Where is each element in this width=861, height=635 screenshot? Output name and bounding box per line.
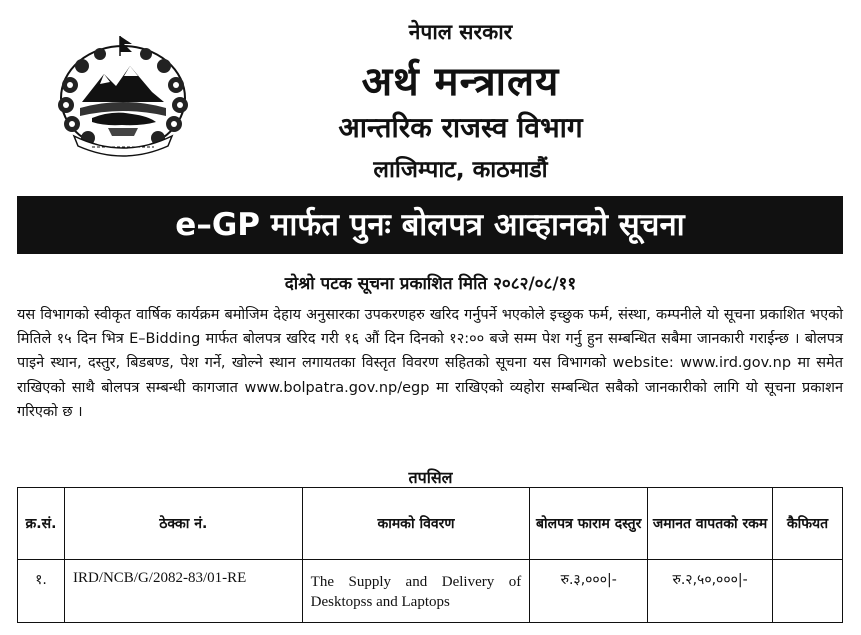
department-name: आन्तरिक राजस्व विभाग (338, 111, 583, 144)
header-bid-security: जमानत वापतको रकम (648, 488, 773, 560)
table-row (18, 560, 843, 623)
header-contract-no: ठेक्का नं. (64, 488, 302, 560)
notice-title-banner: e–GP मार्फत पुनः बोलपत्र आव्हानको सूचना (17, 196, 843, 254)
cell-form-fee: रु.३,०००|- (530, 560, 648, 623)
publication-date: दोश्रो पटक सूचना प्रकाशित मिति २०८२/०८/११ (284, 274, 577, 294)
ministry-name: अर्थ मन्त्रालय (361, 59, 560, 105)
office-location: लाजिम्पाट, काठमाडौं (373, 157, 548, 183)
cell-description: The Supply and Delivery of Desktopss and Laptops (302, 560, 530, 623)
cell-contract-no: IRD/NCB/G/2082-83/01-RE (64, 560, 302, 623)
cell-bid-security: रु.२,५०,०००|- (648, 560, 773, 623)
cell-remarks (773, 560, 843, 623)
header-remarks: कैफियत (773, 488, 843, 560)
table-header-row (18, 488, 843, 560)
header-description: कामको विवरण (302, 488, 530, 560)
table-caption: तपसिल (408, 468, 453, 487)
header-form-fee: बोलपत्र फाराम दस्तुर (530, 488, 648, 560)
cell-serial: १. (18, 560, 65, 623)
header-serial: क्र.सं. (18, 488, 65, 560)
notice-body: यस विभागको स्वीकृत वार्षिक कार्यक्रम बमोजिम देहाय अनुसारका उपकरणहरु खरिद गर्नुपर्ने भएकोले इच्छुक फर्म, संस्था, कम्पनीले यो सूचना प्रकाशित भएको मितिले १५ दिन भित्र E–Bidding मार्फत बोलपत्र खरिद गरी १६ औं दिन दिनको १२:०० बजे सम्म पेश गर्नु हुन सम्बन्धित सबैमा जानकारी गराईन्छ । बोलपत्र पाइने स्थान, दस्तुर, बिडबण्ड, पेश गर्ने, खोल्ने स्थान लगायतका विस्तृत विवरण सहितको सूचना यस विभागको website: www.ird.gov.np मा समेत राखिएको साथै बोलपत्र सम्बन्धी कागजात www.bolpatra.gov.np/egp मा राखिएको व्यहोरा सम्बन्धित सबैको जानकारीको लागि यो सूचना प्रकाशन गरिएको छ । (17, 307, 843, 420)
government-name: नेपाल सरकार (408, 20, 513, 44)
tender-table (17, 487, 843, 623)
